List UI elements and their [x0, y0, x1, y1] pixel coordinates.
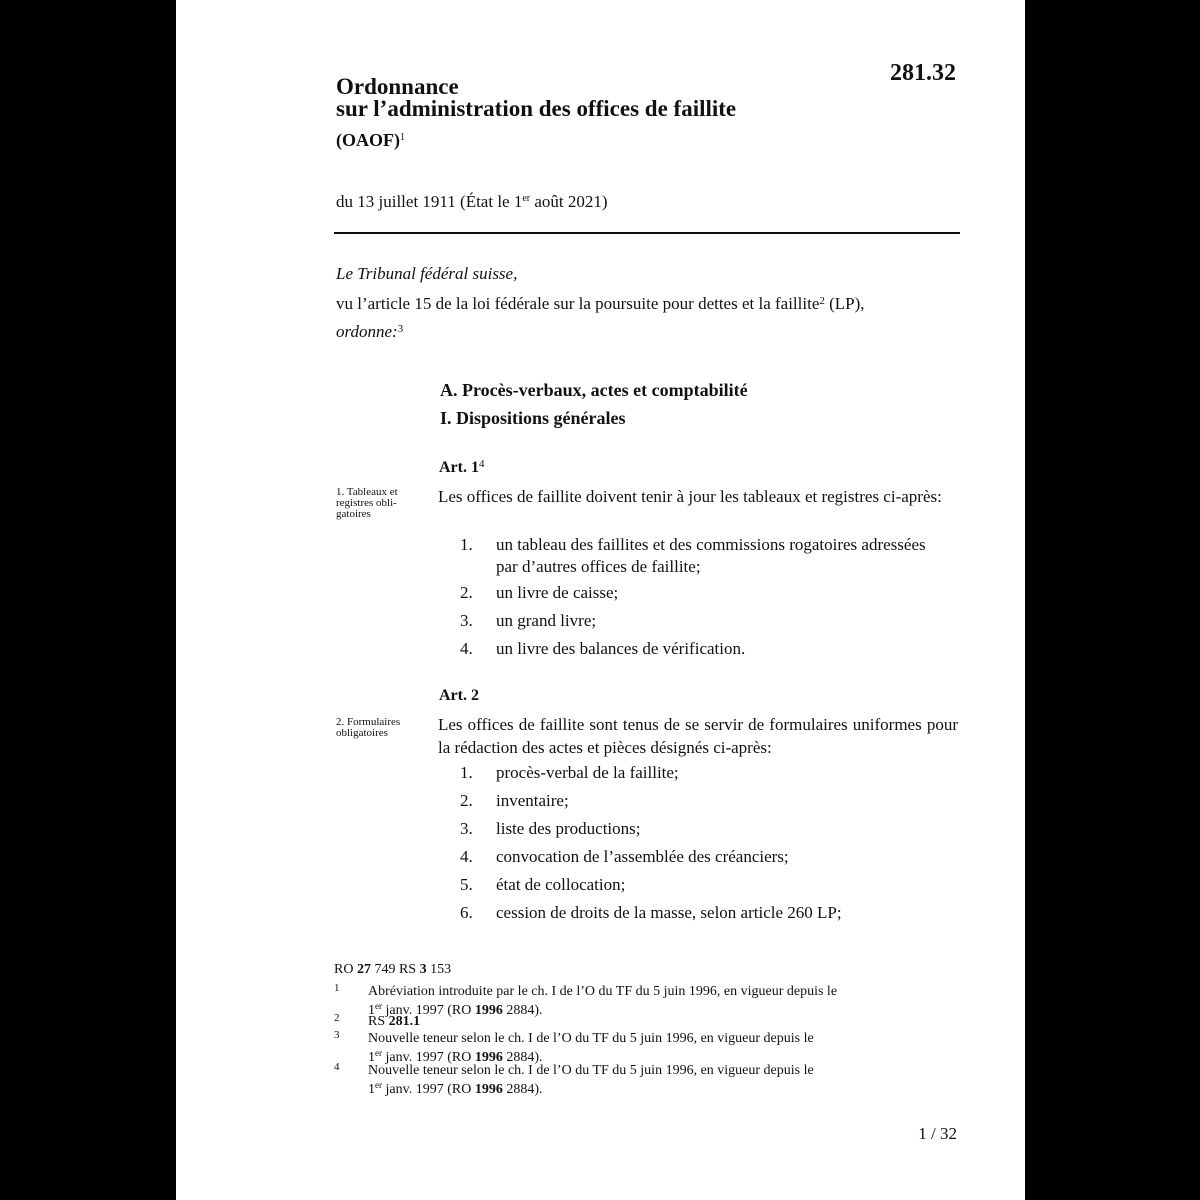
document-page: 281.32 Ordonnance sur l’administration des offices de faillite (OAOF)$^1$ du 13 juillet 1911 (État le 1er août 2021) Le Tribunal fédéral suisse, vu l’article 15 de la loi fédérale sur la poursuite pour dettes et la faillite$^2$ (LP), ordonne:$^3$ A. Procès-verbaux, actes et comptabilité I. Dispositions générales Art. $1^4$ 1. Tableaux et registres obli-gatoires Les offices de faillite doivent tenir à jour les tableaux et registres ci-après: 1. un tableau des faillites et des commissions rogatoires adressées par d’autres offices de faillite; 2. un livre de caisse; 3. un grand livre; 4. un livre des balances de vérification. Art. 2 2. Formulaires obligatoires Les offices de faillite sont tenus de se servir de formulaires uniformes pour la rédaction des actes et pièces désignés ci-après: 1. procès-verbal de la faillite; 2. inventaire; 3. liste des productions; 4. convocation de l’assemblée des créanciers; 5. état de collocation; 6. cession de droits de la masse, selon article 260 LP; RO 27 749 RS 3 153 1 Abréviation introduite par le ch. I de l’O du TF du 5 juin 1996, en vigueur depuis le 1er janv. 1997 (RO 1996 2884). 2 RS 281.1 3 Nouvelle teneur selon le ch. I de l’O du TF du 5 juin 1996, en vigueur depuis le 1er janv. 1997 (RO 1996 2884). 4 Nouvelle teneur selon le ch. I de l’O du TF du 5 juin 1996, en vigueur depuis le 1er janv. 1997 (RO 1996 2884). 1 / 32: [176, 0, 1025, 1200]
preamble-authority: Le Tribunal fédéral suisse,: [336, 264, 518, 283]
article-2-title: Art. 2: [439, 687, 479, 704]
article-1-margin-note: 1. Tableaux et registres obli-gatoires: [336, 486, 398, 520]
article-2-intro: Les offices de faillite sont tenus de se servir de formulaires uniformes pour la rédaction des actes et pièces désignés ci-après:: [438, 715, 958, 757]
article-1-title: Art. $1^4$: [439, 458, 485, 476]
heading-chapter-i: I. Dispositions générales: [440, 408, 626, 428]
systematic-number: 281.32: [890, 60, 956, 86]
ro-reference: RO 27 749 RS 3 153: [334, 962, 452, 977]
footnote-ref[interactable]: 2: [819, 295, 825, 307]
footnote-ref[interactable]: 3: [397, 323, 404, 335]
title-line-1: Ordonnance: [336, 74, 459, 99]
footnote-ref[interactable]: 4: [478, 458, 485, 470]
document-date: du 13 juillet 1911 (État le 1er août 2021): [336, 192, 608, 211]
page-number: 1 / 32: [918, 1124, 957, 1143]
heading-section-a: A. Procès-verbaux, actes et comptabilité: [440, 380, 748, 400]
preamble-ordonne: ordonne:$^3$: [336, 322, 404, 341]
title-abbreviation: (OAOF)$^1$: [336, 130, 405, 150]
title-line-2: sur l’administration des offices de faillite: [336, 96, 737, 121]
article-1-intro: Les offices de faillite doivent tenir à jour les tableaux et registres ci-après:: [438, 487, 942, 506]
article-2-margin-note: 2. Formulaires obligatoires: [336, 716, 401, 739]
preamble-basis: vu l’article 15 de la loi fédérale sur la poursuite pour dettes et la faillite$^2$ (LP),: [336, 294, 865, 313]
footnote-ref[interactable]: 1: [399, 132, 405, 143]
title-divider: [334, 232, 960, 234]
